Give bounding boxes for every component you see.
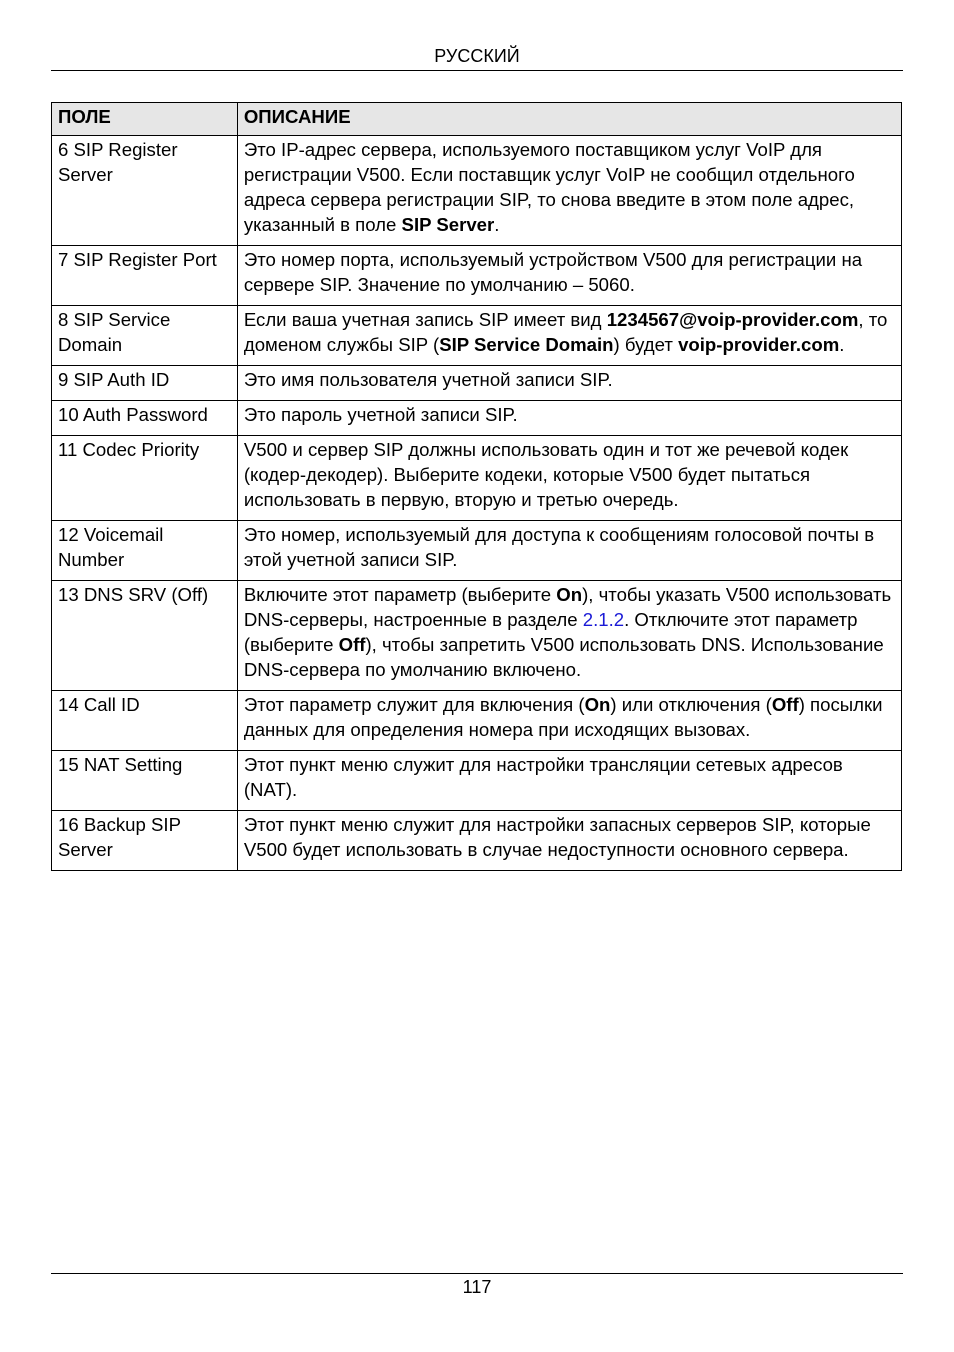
description-cell: Этот параметр служит для включения (On) или отключения (Off) посылки данных для определения номера при исходящих вызовах. xyxy=(237,691,901,751)
table-row xyxy=(52,581,902,691)
table-row xyxy=(52,521,902,581)
table-row xyxy=(52,136,902,246)
field-cell: 12 Voicemail Number xyxy=(52,521,238,581)
description-cell: Это пароль учетной записи SIP. xyxy=(237,401,901,436)
table-row xyxy=(52,691,902,751)
table-row xyxy=(52,401,902,436)
description-cell: V500 и сервер SIP должны использовать один и тот же речевой кодек (кодер-декодер). Выберите кодеки, которые V500 будет пытаться использовать в первую, вторую и третью очередь. xyxy=(237,436,901,521)
description-cell: Это IP-адрес сервера, используемого поставщиком услуг VoIP для регистрации V500. Если поставщик услуг VoIP не сообщил отдельного адреса сервера регистрации SIP, то снова введите в этом поле адрес, указанный в поле SIP Server. xyxy=(237,136,901,246)
field-cell: 11 Codec Priority xyxy=(52,436,238,521)
language-label: РУССКИЙ xyxy=(434,46,520,66)
table-row xyxy=(52,811,902,871)
field-cell: 6 SIP Register Server xyxy=(52,136,238,246)
field-cell: 9 SIP Auth ID xyxy=(52,366,238,401)
description-cell: Если ваша учетная запись SIP имеет вид 1234567@voip-provider.com, то доменом службы SIP (SIP Service Domain) будет voip-provider.com. xyxy=(237,306,901,366)
column-header-field: ПОЛЕ xyxy=(52,103,238,136)
page-footer xyxy=(51,1273,903,1299)
table-row xyxy=(52,366,902,401)
field-cell: 13 DNS SRV (Off) xyxy=(52,581,238,691)
description-cell: Этот пункт меню служит для настройки запасных серверов SIP, которые V500 будет использовать в случае недоступности основного сервера. xyxy=(237,811,901,871)
field-cell: 7 SIP Register Port xyxy=(52,246,238,306)
description-cell: Это номер порта, используемый устройством V500 для регистрации на сервере SIP. Значение по умолчанию – 5060. xyxy=(237,246,901,306)
description-cell: Это номер, используемый для доступа к сообщениям голосовой почты в этой учетной записи SIP. xyxy=(237,521,901,581)
page-header xyxy=(51,44,903,71)
table-header-row xyxy=(52,103,902,136)
field-cell: 14 Call ID xyxy=(52,691,238,751)
description-cell: Включите этот параметр (выберите On), чтобы указать V500 использовать DNS-серверы, настроенные в разделе 2.1.2. Отключите этот параметр (выберите Off), чтобы запретить V500 использовать DNS. Использование DNS-сервера по умолчанию включено. xyxy=(237,581,901,691)
field-cell: 16 Backup SIP Server xyxy=(52,811,238,871)
description-cell: Это имя пользователя учетной записи SIP. xyxy=(237,366,901,401)
field-description-table xyxy=(51,102,902,871)
field-cell: 10 Auth Password xyxy=(52,401,238,436)
description-cell: Этот пункт меню служит для настройки трансляции сетевых адресов (NAT). xyxy=(237,751,901,811)
page-number: 117 xyxy=(462,1277,492,1297)
field-cell: 8 SIP Service Domain xyxy=(52,306,238,366)
table-row xyxy=(52,436,902,521)
section-link[interactable]: 2.1.2 xyxy=(582,609,625,630)
column-header-description: ОПИСАНИЕ xyxy=(237,103,901,136)
field-cell: 15 NAT Setting xyxy=(52,751,238,811)
table-row xyxy=(52,246,902,306)
table-row xyxy=(52,306,902,366)
table-row xyxy=(52,751,902,811)
